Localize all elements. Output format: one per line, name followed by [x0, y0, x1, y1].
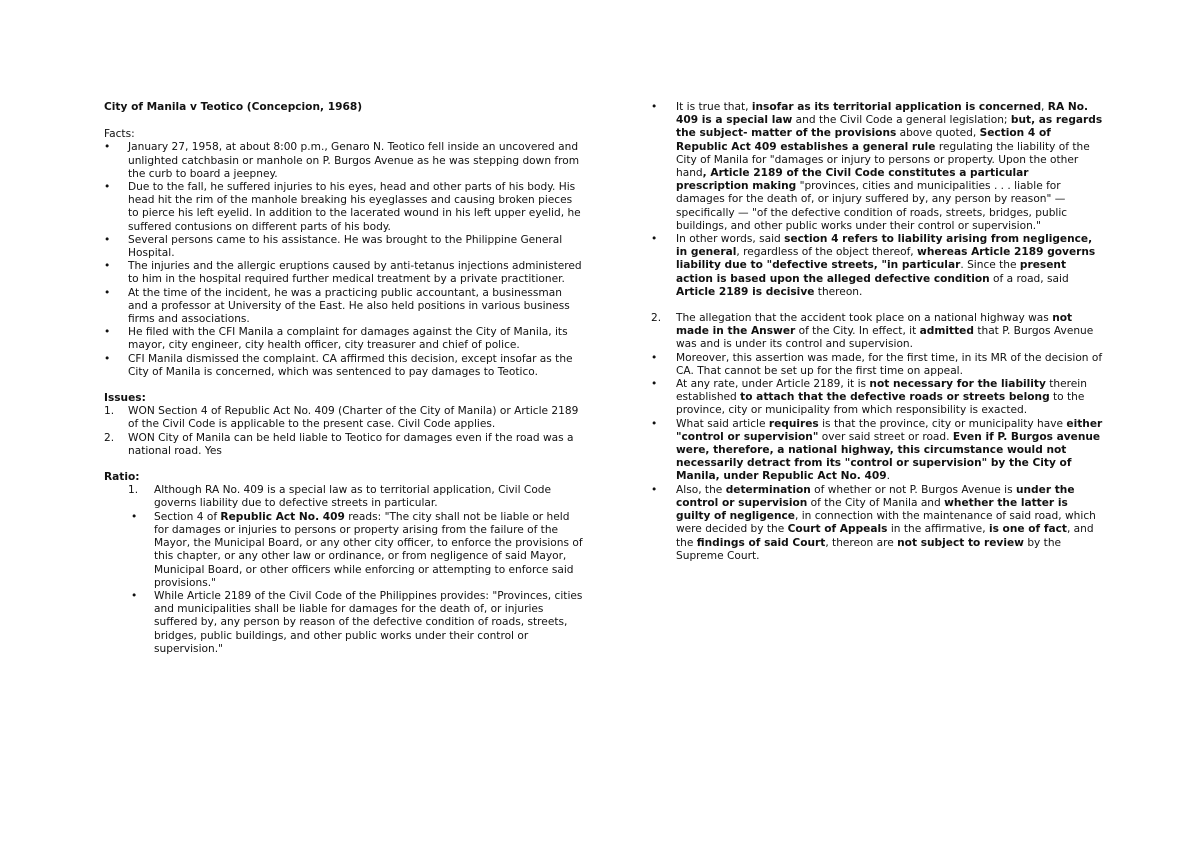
list-item: 1. Although RA No. 409 is a special law as to territorial application, Civil Code governs liability due to defective streets in particular. — [128, 484, 552, 510]
list-item: • What said article requires is that the province, city or municipality have either "control or supervision" over said street or road. Even if P. Burgos avenue were, therefore, a national highway, this circumstance would not necessarily detract from its "control or supervision" by the City of Manila, under Republic Act No. 409. — [651, 417, 1103, 483]
bullet-icon: • — [651, 483, 658, 496]
list-item: • January 27, 1958, at about 8:00 p.m., Genaro N. Teotico fell inside an uncovered and unlighted catchbasin or manhole on P. Burgos Avenue as he was stepping down from the curb to board a jeepney. — [104, 141, 580, 180]
bullet-icon: • — [104, 141, 111, 154]
bullet-icon: • — [104, 326, 111, 339]
bullet-icon: • — [651, 378, 658, 391]
list-item: • In other words, said section 4 refers to liability arising from negligence, in general, regardless of the object thereof, whereas Article 2189 governs liability due to "defective streets, "in particular. Since the present action is based upon the alleged defective condition of a road, said Article 2189 is decisive thereon. — [651, 233, 1096, 298]
bullet-icon: • — [651, 417, 658, 430]
bullet-icon: • — [104, 233, 111, 246]
list-number: 2. — [104, 431, 115, 444]
list-item: • Also, the determination of whether or not P. Burgos Avenue is under the control or supervision of the City of Manila and whether the latter is guilty of negligence, in connection with the maintenance of said road, which were decided by the Court of Appeals in the affirmative, is one of fact, and the findings of said Court, thereon are not subject to review by the Supreme Court. — [651, 483, 1096, 562]
list-item: • At the time of the incident, he was a practicing public accountant, a businessman and a professor at University of the East. He also held positions in various business firms and associations. — [104, 286, 570, 326]
list-number: 2. — [651, 312, 662, 325]
facts-label: Facts: — [104, 128, 135, 141]
bullet-icon: • — [104, 352, 111, 365]
bullet-icon: • — [104, 181, 111, 194]
list-item: • The injuries and the allergic eruptions caused by anti-tetanus injections administered to him in the hospital required further medical treatment by a private practitioner. — [104, 260, 582, 286]
bullet-icon: • — [104, 286, 111, 299]
case-title: City of Manila v Teotico (Concepcion, 1968) — [104, 101, 363, 113]
list-item: 2. The allegation that the accident took place on a national highway was not made in the Answer of the City. In effect, it admitted that P. Burgos Avenue was and is under its control and supervision. — [651, 312, 1094, 351]
bullet-icon: • — [104, 260, 111, 273]
list-number: 1. — [104, 405, 115, 418]
list-item: • While Article 2189 of the Civil Code of the Philippines provides: "Provinces, cities and municipalities shall be liable for damages for the death of, or injuries suffered by, any person by reason of the defective condition of roads, streets, bridges, public buildings, and other public works under their control or supervision." — [131, 589, 583, 655]
ratio-continued-list — [651, 101, 1103, 299]
bullet-icon: • — [651, 233, 658, 246]
list-item: • Section 4 of Republic Act No. 409 reads: "The city shall not be liable or held for damages or injuries to persons or property arising from the failure of the Mayor, the Municipal Board, or any other city officer, to enforce the provisions of this chapter, or any other law or ordinance, or from negligence of said Mayor, Municipal Board, or other officers while enforcing or attempting to enforce said provisions." — [131, 510, 583, 589]
list-item: • It is true that, insofar as its territorial application is concerned, RA No. 409 is a special law and the Civil Code a general legislation; but, as regards the subject- matter of the provisions above quoted, Section 4 of Republic Act 409 establishes a general rule regulating the liability of the City of Manila for "damages or injury to persons or property. Upon the other hand, Article 2189 of the Civil Code constitutes a particular prescription making "provinces, cities and municipalities . . . liable for damages for the death of, or injury suffered by, any person by reason" — specifically — "of the defective condition of roads, streets, bridges, public buildings, and other public works under their control or supervision." — [651, 101, 1103, 232]
list-item: • CFI Manila dismissed the complaint. CA affirmed this decision, except insofar as the City of Manila is concerned, which was sentenced to pay damages to Teotico. — [104, 352, 573, 378]
list-item: • Several persons came to his assistance. He was brought to the Philippine General Hospital. — [104, 233, 563, 260]
issues-list — [104, 405, 584, 458]
bullet-icon: • — [651, 101, 658, 113]
list-item: 2. WON City of Manila can be held liable to Teotico for damages even if the road was a national road. Yes — [104, 431, 574, 457]
ratio-list — [104, 484, 584, 656]
list-item: • Moreover, this assertion was made, for the first time, in its MR of the decision of CA. That cannot be set up for the first time on appeal. — [651, 351, 1103, 377]
list-number: 1. — [128, 484, 139, 497]
right-column — [651, 101, 1103, 563]
list-item: • At any rate, under Article 2189, it is not necessary for the liability therein established to attach that the defective roads or streets belong to the province, city or municipality from which responsibility is exacted. — [651, 378, 1087, 417]
bullet-icon: • — [131, 510, 138, 523]
ratio-label: Ratio: — [104, 471, 140, 484]
issues-label: Issues: — [104, 392, 146, 405]
ratio-item-2-list — [651, 312, 1103, 563]
bullet-icon: • — [131, 589, 138, 602]
list-item: • He filed with the CFI Manila a complaint for damages against the City of Manila, its mayor, city engineer, city health officer, city treasurer and chief of police. — [104, 326, 568, 352]
left-column — [104, 101, 584, 656]
bullet-icon: • — [651, 351, 658, 364]
facts-list — [104, 141, 584, 379]
list-item: 1. WON Section 4 of Republic Act No. 409 (Charter of the City of Manila) or Article 2189 of the Civil Code is applicable to the present case. Civil Code applies. — [104, 405, 579, 431]
list-item: • Due to the fall, he suffered injuries to his eyes, head and other parts of his body. His head hit the rim of the manhole breaking his eyeglasses and causing broken pieces to pierce his left eyelid. In addition to the lacerated wound in his left upper eyelid, he suffered contusions on different parts of his body. — [104, 181, 581, 233]
